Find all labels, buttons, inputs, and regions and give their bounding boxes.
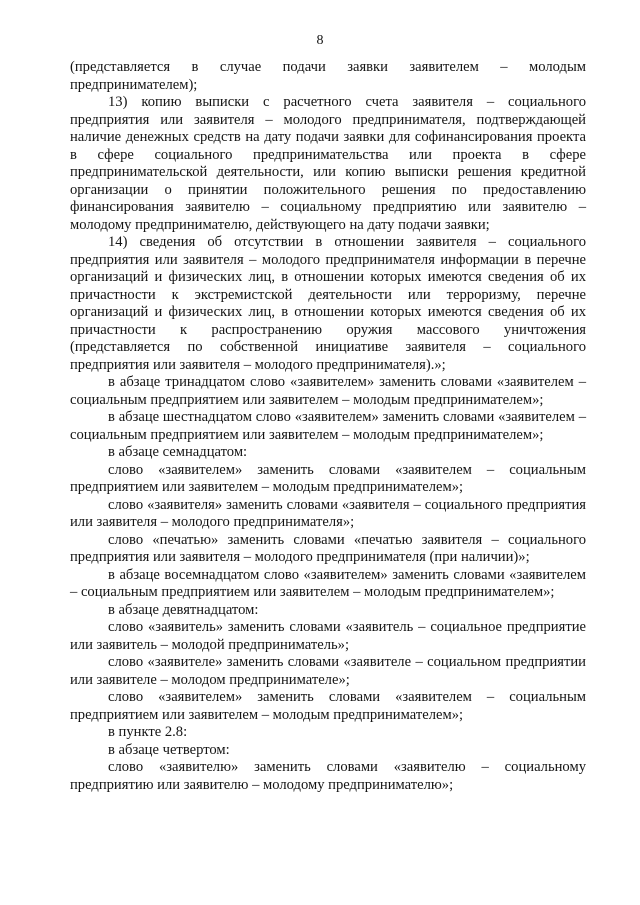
paragraph: слово «заявителя» заменить словами «заявителя – социального предприятия или заявителя – молодого предпринимателя»;: [70, 496, 586, 530]
paragraph: в абзаце тринадцатом слово «заявителем» заменить словами «заявителем – социальным предприятием или заявителем – молодым предпринимателем»;: [70, 374, 586, 408]
document-body: [70, 59, 586, 794]
paragraph: 14) сведения об отсутствии в отношении заявителя – социального предприятия или заявителя – молодого предпринимателя информации в перечне организаций и физических лиц, в отношении которых имеются сведения об их причастности к экстремистской деятельности или терроризму, перечне организаций и физических лиц, в отношении которых имеются сведения об их причастности к распространению оружия массового уничтожения (представляется по собственной инициативе заявителя – социального предприятия или заявителя – молодого предпринимателя).»;: [70, 234, 586, 373]
paragraph: в пункте 2.8:: [108, 724, 188, 740]
paragraph: слово «заявителем» заменить словами «заявителем – социальным предприятием или заявителем – молодым предпринимателем»;: [70, 689, 586, 723]
paragraph: в абзаце четвертом:: [108, 741, 230, 758]
paragraph: слово «заявителе» заменить словами «заявителе – социальном предприятии или заявителе – молодом предпринимателе»;: [70, 654, 586, 688]
paragraph: (представляется в случае подачи заявки заявителем – молодым предпринимателем);: [70, 59, 586, 93]
paragraph: слово «заявителем» заменить словами «заявителем – социальным предприятием или заявителем – молодым предпринимателем»;: [70, 461, 586, 495]
paragraph: слово «печатью» заменить словами «печатью заявителя – социального предприятия или заявителя – молодого предпринимателя (при наличии)»;: [70, 531, 586, 565]
paragraph: в абзаце семнадцатом:: [108, 444, 248, 460]
paragraph: слово «заявителю» заменить словами «заявителю – социальному предприятию или заявителю – молодому предпринимателю»;: [70, 759, 586, 793]
paragraph: в абзаце восемнадцатом слово «заявителем» заменить словами «заявителем – социальным предприятием или заявителем – молодым предпринимателем»;: [70, 566, 586, 600]
paragraph: 13) копию выписки с расчетного счета заявителя – социального предприятия или заявителя – молодого предпринимателя, подтверждающей наличие денежных средств на дату подачи заявки для софинансирования проекта в сфере социального предпринимательства или проекта в сфере предпринимательской деятельности, или копию выписки решения кредитной организации о принятии положительного решения по предоставлению финансирования заявителю – социальному предприятию или заявителю – молодому предпринимателю, действующего на дату подачи заявки;: [70, 94, 586, 233]
paragraph: в абзаце шестнадцатом слово «заявителем» заменить словами «заявителем – социальным предприятием или заявителем – молодым предпринимателем»;: [70, 409, 586, 443]
paragraph: слово «заявитель» заменить словами «заявитель – социальное предприятие или заявитель – молодой предприниматель»;: [70, 619, 586, 653]
page-number: 8: [316, 33, 324, 48]
paragraph: в абзаце девятнадцатом:: [108, 601, 259, 618]
